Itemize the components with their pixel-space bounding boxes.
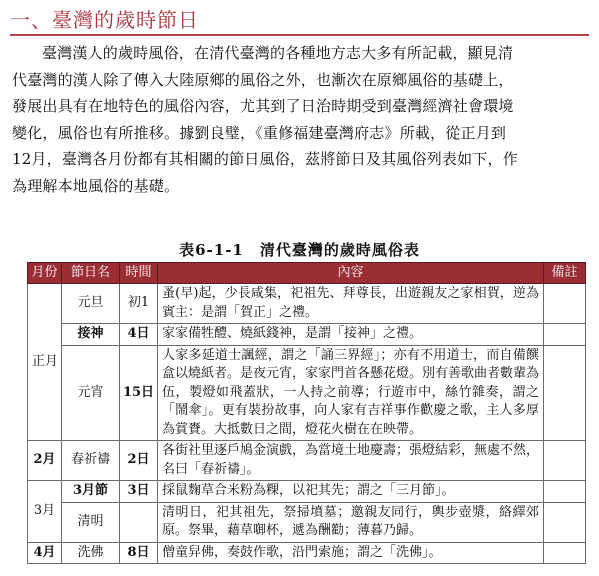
section-title: 一、臺灣的歲時節日 [10, 8, 199, 32]
time-cell: 4日 [120, 324, 158, 346]
table-row [28, 502, 586, 542]
note-cell [544, 324, 586, 346]
header-festival: 節日名 [62, 263, 120, 284]
table-row [28, 284, 586, 324]
title-rule [10, 34, 589, 36]
time-cell: 3日 [120, 481, 158, 503]
note-cell [544, 345, 586, 441]
time-cell: 15日 [120, 345, 158, 441]
table-row [28, 542, 586, 564]
festival-cell: 元旦 [62, 284, 120, 324]
note-cell [544, 284, 586, 324]
month-cell: 3月 [28, 481, 62, 543]
table-row [28, 481, 586, 503]
note-cell [544, 441, 586, 481]
paragraph-line: 12月，臺灣各月份都有其相關的節日風俗，茲將節日及其風俗列表如下，作 [12, 150, 518, 169]
content-cell: 家家備牲醴、燒紙錢神，是謂「接神」之禮。 [158, 324, 544, 346]
content-cell: 蚤(早)起，少長咸集，祀祖先、拜尊長，出遊親友之家相賀，逆為賓主：是謂「賀正」之禮。 [158, 284, 544, 324]
paragraph-line: 為理解本地風俗的基礎。 [12, 176, 180, 195]
table-row [28, 324, 586, 346]
header-note: 備註 [544, 263, 586, 284]
content-cell: 清明日，祀其祖先，祭掃墳墓；邀親友同行，輿步壺漿，絡繹郊原。祭畢，藉草啣杯，遞為酬勸；薄暮乃歸。 [158, 502, 544, 542]
festival-cell: 接神 [62, 324, 120, 346]
table-header-row [28, 263, 586, 284]
festival-cell: 元宵 [62, 345, 120, 441]
note-cell [544, 502, 586, 542]
time-cell: 2日 [120, 441, 158, 481]
intro-paragraph [12, 40, 582, 200]
table-row [28, 441, 586, 481]
festival-cell: 洗佛 [62, 542, 120, 564]
table-row [28, 345, 586, 441]
content-cell: 人家多延道士諷經，謂之「誦三界經」；亦有不用道士，而自備饌盒以燒紙者。是夜元宵，家家門首各懸花燈。別有善歌曲者數輩為伍，製燈如飛蓋狀，一人持之前導；行遊市中，絲竹雜奏，謂之「鬧傘」。更有裝扮故事，向人家有吉祥事作歡慶之歌，主人多厚為賞賚。大抵數日之間，燈花火樹在在映帶。 [158, 345, 544, 441]
customs-table [27, 262, 586, 564]
festival-cell: 3月節 [62, 481, 120, 503]
time-cell: 初1 [120, 284, 158, 324]
month-cell: 4月 [28, 542, 62, 564]
festival-cell: 清明 [62, 502, 120, 542]
note-cell [544, 481, 586, 503]
paragraph-line: 代臺灣的漢人除了傳入大陸原鄉的風俗之外，也漸次在原鄉風俗的基礎上， [12, 70, 514, 89]
content-cell: 僧童舁佛，奏鼓作歌，沿門索施；謂之「洗佛」。 [158, 542, 544, 564]
time-cell: 8日 [120, 542, 158, 564]
paragraph-line: 發展出具有在地特色的風俗內容，尤其到了日治時期受到臺灣經濟社會環境 [12, 97, 514, 116]
paragraph-line: 變化，風俗也有所推移。據劉良璧，《重修福建臺灣府志》所載，從正月到 [12, 123, 507, 142]
festival-cell: 春祈禱 [62, 441, 120, 481]
month-cell: 正月 [28, 284, 62, 441]
header-content: 內容 [158, 263, 544, 284]
content-cell: 各街社里逐戶鳩金演戲，為當境土地慶壽；張燈結彩，無處不然，名曰「春祈禱」。 [158, 441, 544, 481]
header-month: 月份 [28, 263, 62, 284]
content-cell: 採鼠麴草合米粉為粿，以祀其先；謂之「三月節」。 [158, 481, 544, 503]
month-cell: 2月 [28, 441, 62, 481]
header-time: 時間 [120, 263, 158, 284]
note-cell [544, 542, 586, 564]
time-cell [120, 502, 158, 542]
paragraph-line: 臺灣漢人的歲時風俗，在清代臺灣的各種地方志大多有所記載，顯見清 [42, 44, 514, 62]
table-caption: 表6-1-1 清代臺灣的歲時風俗表 [179, 241, 420, 259]
